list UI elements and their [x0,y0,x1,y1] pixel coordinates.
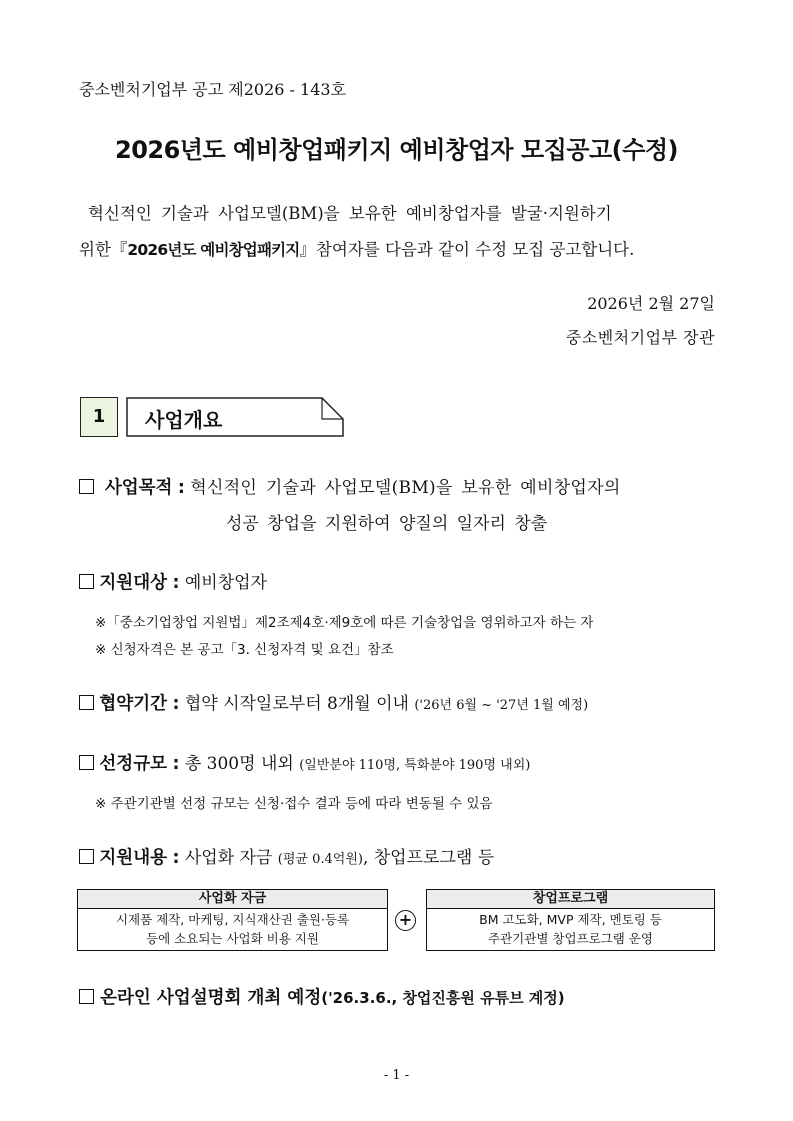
program-table [426,889,715,951]
purpose-label: 사업목적 [104,478,173,498]
funding-table [77,889,388,951]
target-label: 지원대상 [99,573,168,593]
briefing-detail: ('26.3.6., 창업진흥원 유튜브 계정) [321,989,565,1007]
purpose-item: 사업목적 : 혁신적인 기술과 사업모델(BM)을 보유한 예비창업자의 [79,473,621,499]
intro-line-1: 혁신적인 기술과 사업모델(BM)을 보유한 예비창업자를 발굴·지원하기 [88,204,612,223]
content-text: 사업화 자금 [184,848,273,868]
target-item: 지원대상 : 예비창업자 [79,568,267,594]
purpose-text: 혁신적인 기술과 사업모델(BM)을 보유한 예비창업자의 [190,478,621,498]
scale-text: 총 300명 내외 [184,754,294,774]
purpose-text-2: 성공 창업을 지원하여 양질의 일자리 창출 [226,514,548,534]
checkbox-icon [79,989,94,1004]
period-detail: ('26년 6월 ~ '27년 1월 예정) [414,698,589,713]
checkbox-icon [79,695,94,710]
program-name: 2026년도 예비창업패키지 [127,241,300,259]
scale-note: ※ 주관기관별 선정 규모는 신청·접수 결과 등에 따라 변동될 수 있음 [95,796,493,812]
period-item: 협약기간 : 협약 시작일로부터 8개월 이내 ('26년 6월 ~ '27년 1월 예정) [79,689,588,715]
target-text: 예비창업자 [184,573,267,593]
section-title: 사업개요 [145,408,223,432]
target-note-2: ※ 신청자격은 본 공고「3. 신청자격 및 요건」참조 [95,642,394,658]
funding-table-line-1: 시제품 제작, 마케팅, 지식재산권 출원·등록 [115,912,350,927]
checkbox-icon [79,849,94,864]
scale-item: 선정규모 : 총 300명 내외 (일반분야 110명, 특화분야 190명 내외) [79,749,530,775]
content-label: 지원내용 [99,848,168,868]
scale-detail: (일반분야 110명, 특화분야 190명 내외) [299,758,531,773]
briefing-item [79,984,565,1009]
period-label: 협약기간 [99,694,168,714]
program-table-line-1: BM 고도화, MVP 제작, 멘토링 등 [479,912,662,927]
minister-signature: 중소벤처기업부 장관 [565,328,715,347]
announcement-date: 2026년 2월 27일 [587,294,715,313]
page-number: - 1 - [383,1068,410,1083]
plus-icon: + [395,910,416,931]
program-table-header: 창업프로그램 [427,890,714,909]
funding-table-header: 사업화 자금 [78,890,387,909]
section-number: 1 [80,397,118,437]
funding-table-line-2: 등에 소요되는 사업화 비용 지원 [146,931,319,946]
content-detail: (평균 0.4억원) [277,852,363,867]
content-item: 지원내용 : 사업화 자금 (평균 0.4억원), 창업프로그램 등 [79,843,494,869]
intro-line-2: 위한『2026년도 예비창업패키지』참여자를 다음과 같이 수정 모집 공고합니다. [79,240,635,259]
checkbox-icon [79,755,94,770]
announcement-number: 중소벤처기업부 공고 제2026 - 143호 [79,80,347,99]
page-title: 2026년도 예비창업패키지 예비창업자 모집공고(수정) [115,136,678,164]
period-text: 협약 시작일로부터 8개월 이내 [184,694,409,714]
program-table-line-2: 주관기관별 창업프로그램 운영 [488,931,653,946]
checkbox-icon [79,574,94,589]
checkbox-icon [79,479,94,494]
briefing-text: 온라인 사업설명회 개최 예정 [100,988,322,1008]
scale-label: 선정규모 [99,754,168,774]
target-note-1: ※「중소기업창업 지원법」제2조제4호·제9호에 따른 기술창업을 영위하고자 하는 자 [95,615,594,631]
